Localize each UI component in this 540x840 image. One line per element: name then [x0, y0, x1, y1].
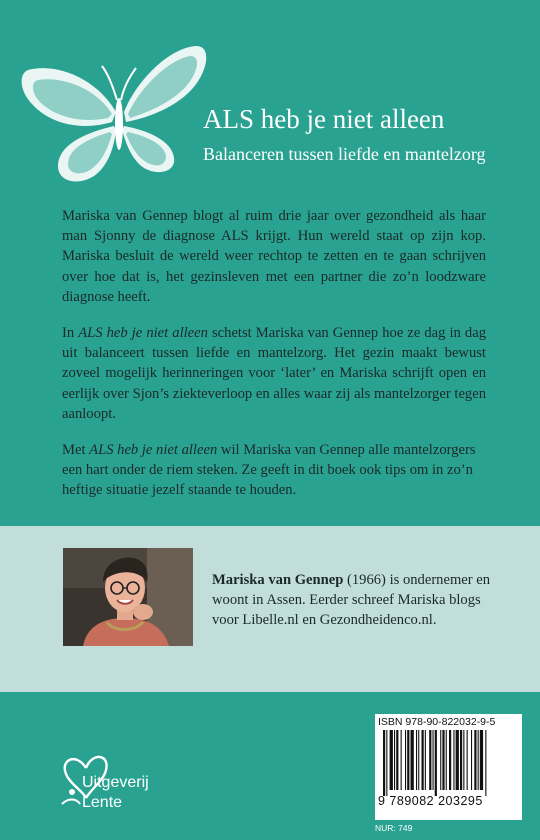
barcode-bar [471, 730, 472, 790]
blurb-paragraph-3 [62, 440, 486, 501]
author-photo [63, 548, 193, 646]
barcode-bar [453, 730, 454, 790]
barcode-bar [442, 730, 444, 790]
barcode-bar [478, 730, 479, 790]
barcode-bar [485, 730, 486, 796]
barcode-bar [418, 730, 419, 790]
publisher-name-line1: Uitgeverij [82, 774, 149, 791]
barcode-bar [394, 730, 395, 790]
blurb-p2-prefix: In [62, 325, 79, 342]
barcode-bar [446, 730, 447, 790]
author-bio-text: (1966) is ondernemer en woont in Assen. Eerder schreef Mariska blogs voor Libelle.nl en Gezondheidenco.nl. [212, 572, 491, 629]
ean-text: 9 789082 203295 [378, 794, 483, 808]
barcode-bar [416, 730, 417, 790]
barcode-box [375, 714, 522, 820]
barcode-bar [429, 730, 431, 790]
barcode-bar [456, 730, 459, 790]
barcode-bar [460, 730, 462, 790]
author-name: Mariska van Gennep [212, 572, 344, 588]
barcode-bar [405, 730, 406, 790]
barcode-bar [480, 730, 483, 790]
barcode-bar [422, 730, 424, 790]
barcode-bar [383, 730, 385, 796]
barcode-bar [386, 730, 387, 796]
blurb-paragraph-1: Mariska van Gennep blogt al ruim drie jaar over gezondheid als haar man Sjonny de diagnose ALS krijgt. Hun wereld staat op zijn kop. Mariska besluit de wereld weer rechtop te zetten en te gaan schrijven over hoe dat is, het gezinsleven met een partner die zo’n loodzware diagnose heeft. [62, 208, 486, 305]
barcode-bars [383, 730, 517, 796]
barcode-bar [449, 730, 451, 790]
nur-code: NUR: 749 [375, 823, 413, 833]
book-title: ALS heb je niet alleen [203, 104, 445, 134]
barcode-bar [411, 730, 414, 790]
publisher-name-line2: Lente [82, 794, 123, 811]
barcode-bar [440, 730, 441, 790]
barcode-bar [396, 730, 398, 790]
blurb-p3-title: ALS heb je niet alleen [89, 442, 218, 459]
barcode-bar [474, 730, 476, 790]
barcode-bar [435, 730, 437, 796]
barcode-bar [467, 730, 468, 790]
barcode-bar [401, 730, 402, 790]
author-bio [212, 570, 502, 631]
blurb [62, 206, 486, 517]
blurb-p2-rest: schetst Mariska van Gennep hoe ze dag in dag uit balanceert tussen liefde en mantelzorg. Het gezin maakt bewust zoveel mogelijk herinneringen voor ‘later’ en Mariska schrijft open en eerlijk over Sjon’s ziekteverloop en alles waar zij als mantelzorger tegen aanloopt. [62, 325, 486, 422]
isbn-text: ISBN 978-90-822032-9-5 [378, 716, 496, 728]
blurb-p3-prefix: Met [62, 442, 90, 459]
butterfly-icon [18, 40, 218, 190]
barcode-bar [425, 730, 426, 790]
blurb-p3-rest: wil Mariska van Gennep alle mantelzorgers een hart onder de riem steken. Ze geeft in dit boek ook tips om in zo’n heftige situatie jezelf staande te houden. [62, 442, 476, 499]
barcode-bar [407, 730, 409, 790]
book-subtitle: Balanceren tussen liefde en mantelzorg [203, 144, 486, 164]
barcode-bar [390, 730, 393, 790]
barcode-bar [463, 730, 464, 790]
barcode-bar [433, 730, 434, 790]
blurb-paragraph-2 [62, 323, 486, 424]
blurb-p2-title: ALS heb je niet alleen [78, 325, 208, 342]
